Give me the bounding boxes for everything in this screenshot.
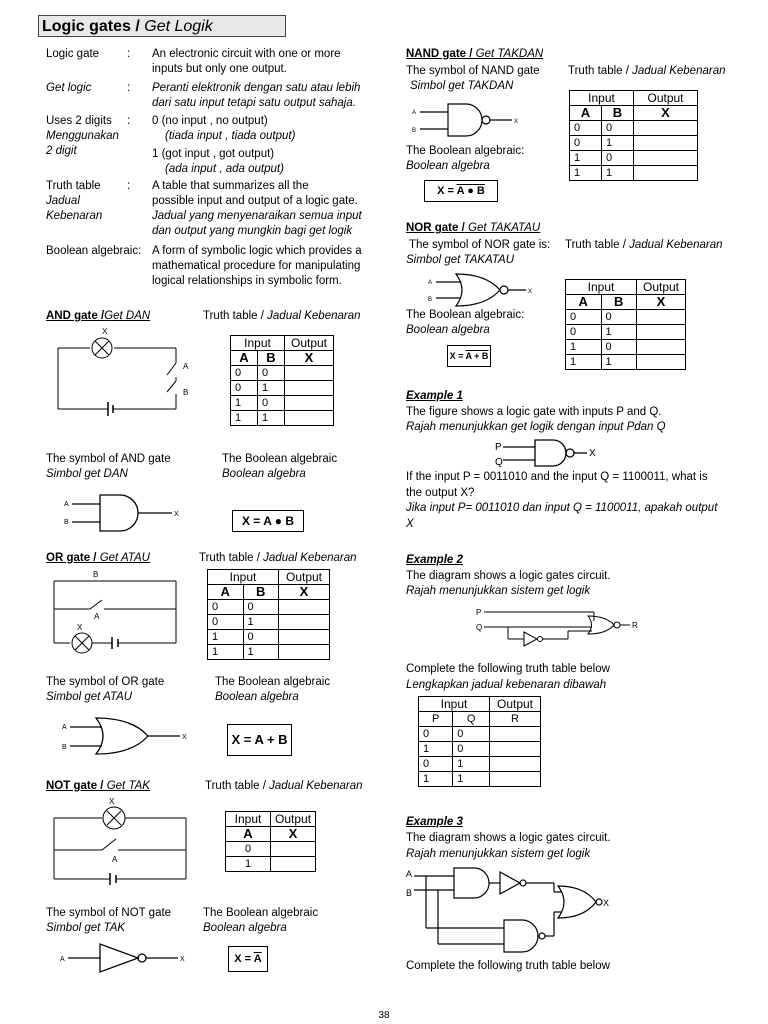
nand-gate-symbol: [410, 102, 525, 138]
def-text: Peranti elektronik dengan satu atau lebih: [152, 82, 361, 94]
input-label: B: [428, 297, 433, 303]
table-row: 0 1: [419, 757, 541, 772]
or-truth-table-label: Truth table / Jadual Kebenaran: [199, 552, 357, 564]
example1-text: The figure shows a logic gate with inputs P and Q.: [406, 406, 662, 418]
table-row: 1: [226, 857, 316, 872]
def-truth-table-term: Truth table: [46, 180, 101, 192]
def-text: dari satu input tetapi satu output sahaja.: [152, 97, 356, 109]
def-text: 0 (no input , no output): [152, 115, 268, 127]
nor-boolean-label: The Boolean algebraic:: [406, 309, 525, 321]
not-truth-table: Input Output A X 0 1: [225, 811, 316, 872]
example2-text: Complete the following truth table below: [406, 663, 610, 675]
def-colon: :: [127, 82, 131, 94]
def-text: (tiada input , tiada output): [165, 130, 296, 142]
def-text: logical relationships in symbolic form.: [152, 275, 342, 287]
and-gate-heading: AND gate /Get DAN: [46, 310, 151, 322]
def-text: mathematical procedure for manipulating: [152, 260, 361, 272]
input-label: A: [62, 724, 67, 731]
example1-text: If the input P = 0011010 and the input Q = 1100011, what is: [406, 471, 708, 483]
lamp-label: X: [102, 327, 108, 336]
and-gate-symbol: [62, 493, 187, 533]
def-text: (ada input , ada output): [165, 163, 284, 175]
input-label: B: [64, 519, 69, 526]
nor-symbol-label: The symbol of NOR gate is:: [409, 239, 551, 251]
lamp-label: X: [109, 797, 115, 806]
nand-formula: X = A ● B: [424, 180, 498, 202]
def-colon: :: [127, 48, 131, 60]
and-boolean-label-ms: Boolean algebra: [222, 468, 306, 480]
input-label: A: [60, 956, 65, 963]
not-truth-table-label: Truth table / Jadual Kebenaran: [205, 780, 363, 792]
table-row: 1 0: [231, 396, 334, 411]
not-symbol-label: The symbol of NOT gate: [46, 907, 172, 919]
def-text: Jadual yang menyenaraikan semua input: [152, 210, 362, 222]
nor-truth-table-label: Truth table / Jadual Kebenaran: [565, 239, 723, 251]
table-row: 1 0: [566, 340, 686, 355]
input-label: A: [64, 501, 69, 508]
def-text: inputs but only one output.: [152, 63, 287, 75]
def-text: dan output yang mungkin bagi get logik: [152, 225, 353, 237]
not-gate-heading: NOT gate / Get TAK: [46, 780, 150, 792]
or-gate-heading: OR gate / Get ATAU: [46, 552, 150, 564]
nor-truth-table: Input Output A B X 0 0 0 1 1 0 1 1: [565, 279, 686, 370]
table-row: 0 1: [231, 381, 334, 396]
nor-boolean-label-ms: Boolean algebra: [406, 324, 490, 336]
example1-text: Jika input P= 0011010 dan input Q = 1100011, apakah output: [406, 502, 718, 514]
def-digits-term: Menggunakan: [46, 130, 119, 142]
def-text: A form of symbolic logic which provides a: [152, 245, 362, 257]
switch-label: A: [183, 362, 189, 371]
nand-truth-table-label: Truth table / Jadual Kebenaran: [568, 65, 726, 77]
output-label: X: [174, 511, 179, 518]
nand-boolean-label: The Boolean algebraic:: [406, 145, 525, 157]
and-circuit-diagram: [50, 325, 200, 415]
example2-truth-table: Input Output P Q R 0 0 1 0 0 1 1 1: [418, 696, 541, 787]
not-gate-symbol: [58, 942, 193, 974]
or-boolean-label-ms: Boolean algebra: [215, 691, 299, 703]
example3-text: Complete the following truth table below: [406, 960, 610, 972]
page-number: 38: [378, 1010, 390, 1021]
def-colon: :: [127, 180, 131, 192]
or-gate-symbol: [62, 716, 197, 756]
nand-boolean-label-ms: Boolean algebra: [406, 160, 490, 172]
def-text: 1 (got input , got output): [152, 148, 275, 160]
or-symbol-label-ms: Simbol get ATAU: [46, 691, 133, 703]
nor-symbol-label-ms: Simbol get TAKATAU: [406, 254, 515, 266]
output-label: X: [603, 898, 610, 908]
not-symbol-label-ms: Simbol get TAK: [46, 922, 126, 934]
not-boolean-label: The Boolean algebraic: [203, 907, 319, 919]
table-row: 1 0: [570, 151, 698, 166]
example2-text: Rajah menunjukkan sistem get logik: [406, 585, 591, 597]
and-symbol-label-ms: Simbol get DAN: [46, 468, 128, 480]
example3-text: The diagram shows a logic gates circuit.: [406, 832, 611, 844]
output-label: X: [180, 956, 185, 963]
table-row: 0 1: [566, 325, 686, 340]
example3-circuit-diagram: [404, 864, 614, 959]
input-label: B: [406, 888, 413, 898]
nor-gate-symbol: [428, 272, 543, 308]
def-boolean-term: Boolean algebraic:: [46, 245, 142, 257]
or-circuit-diagram: [50, 567, 190, 657]
table-row: 0 0: [231, 366, 334, 381]
or-formula: X = A + B: [227, 724, 292, 756]
input-label: A: [428, 280, 433, 286]
output-label: X: [514, 119, 519, 125]
example2-heading: Example 2: [406, 554, 463, 566]
table-row: 1 1: [208, 645, 330, 660]
output-label: R: [632, 621, 638, 630]
and-truth-table: Input Output A B X 0 0 0 1 1 0 1 1: [230, 335, 334, 426]
table-row: 1 1: [231, 411, 334, 426]
nand-truth-table: Input Output A B X 0 0 0 1 1 0 1 1: [569, 90, 698, 181]
not-circuit-diagram: [46, 795, 196, 890]
and-boolean-label: The Boolean algebraic: [222, 453, 338, 465]
example1-text: the output X?: [406, 487, 475, 499]
def-truth-table-term: Kebenaran: [46, 210, 103, 222]
example2-text: The diagram shows a logic gates circuit.: [406, 570, 611, 582]
table-row: 1 1: [570, 166, 698, 181]
def-logic-gate-term: Logic gate: [46, 48, 100, 60]
def-digits-term: Uses 2 digits: [46, 115, 112, 127]
not-boolean-label-ms: Boolean algebra: [203, 922, 287, 934]
switch-label: A: [112, 855, 118, 864]
table-row: 0 0: [566, 310, 686, 325]
input-label: Q: [476, 623, 483, 632]
def-text: possible input and output of a logic gate.: [152, 195, 358, 207]
example3-heading: Example 3: [406, 816, 463, 828]
switch-label: B: [183, 388, 189, 397]
table-row: 1 0: [208, 630, 330, 645]
example1-heading: Example 1: [406, 390, 463, 402]
table-row: 0 0: [570, 121, 698, 136]
example1-text: X: [406, 518, 414, 530]
table-row: 0 0: [419, 727, 541, 742]
table-row: 1 1: [419, 772, 541, 787]
input-label: B: [412, 128, 417, 134]
table-row: 1 1: [566, 355, 686, 370]
output-label: X: [528, 289, 533, 295]
example3-text: Rajah menunjukkan sistem get logik: [406, 848, 591, 860]
input-label: P: [495, 442, 502, 453]
input-label: A: [412, 110, 417, 116]
input-label: A: [406, 869, 413, 879]
switch-label: A: [94, 612, 100, 621]
title-main: Logic gates /: [42, 18, 145, 35]
def-colon: :: [127, 115, 131, 127]
not-formula: $X = \overline{A}$: [228, 946, 268, 972]
input-label: B: [62, 744, 67, 751]
table-row: 0: [226, 842, 316, 857]
or-symbol-label: The symbol of OR gate: [46, 676, 165, 688]
nor-formula: X = A + B: [447, 345, 491, 367]
nand-symbol-label-ms: Simbol get TAKDAN: [410, 80, 514, 92]
example1-text: Rajah menunjukkan get logik dengan input Pdan Q: [406, 421, 666, 433]
example2-circuit-diagram: [474, 604, 644, 648]
nor-gate-heading: NOR gate / Get TAKATAU: [406, 222, 541, 234]
table-row: 0 1: [208, 615, 330, 630]
lamp-label: X: [77, 623, 83, 632]
title-sub: Get Logik: [144, 18, 213, 35]
example1-nand-diagram: [493, 438, 598, 470]
input-label: P: [476, 608, 482, 617]
nand-gate-heading: NAND gate / Get TAKDAN: [406, 48, 544, 60]
or-truth-table: Input Output A B X 0 0 0 1 1 0 1 1: [207, 569, 330, 660]
def-get-logic-term: Get logic: [46, 82, 92, 94]
table-row: 1 0: [419, 742, 541, 757]
def-text: A table that summarizes all the: [152, 180, 309, 192]
output-label: X: [589, 448, 596, 459]
def-text: An electronic circuit with one or more: [152, 48, 341, 60]
nand-symbol-label: The symbol of NAND gate: [406, 65, 540, 77]
or-boolean-label: The Boolean algebraic: [215, 676, 331, 688]
def-digits-term: 2 digit: [46, 145, 77, 157]
and-formula: X = A ● B: [232, 510, 304, 532]
switch-label: B: [93, 570, 99, 579]
page-title: [38, 15, 286, 37]
and-truth-table-label: Truth table / Jadual Kebenaran: [203, 310, 361, 322]
table-row: 0 1: [570, 136, 698, 151]
example2-text: Lengkapkan jadual kebenaran dibawah: [406, 679, 607, 691]
table-row: 0 0: [208, 600, 330, 615]
input-label: Q: [495, 457, 503, 468]
output-label: X: [182, 734, 187, 741]
def-truth-table-term: Jadual: [46, 195, 80, 207]
and-symbol-label: The symbol of AND gate: [46, 453, 171, 465]
